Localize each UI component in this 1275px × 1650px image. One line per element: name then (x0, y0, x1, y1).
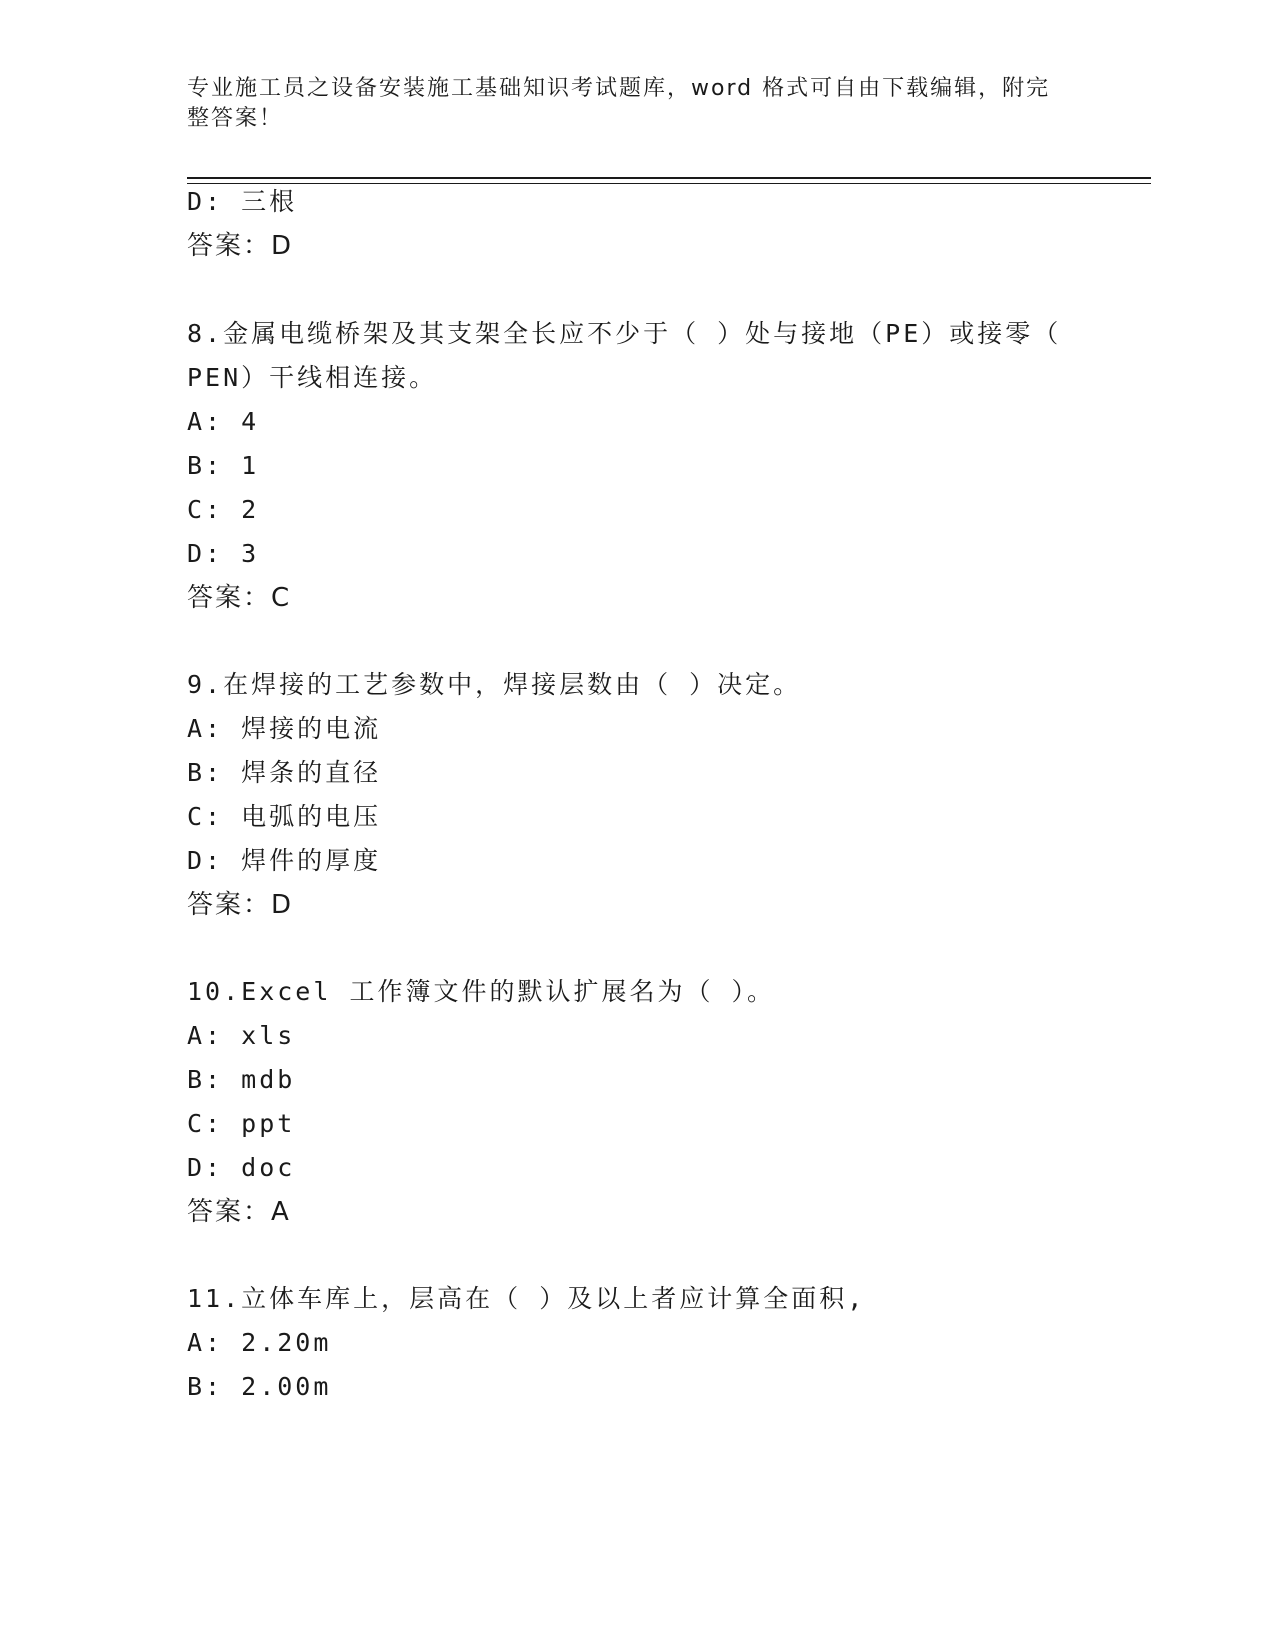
question-9-option-d: D: 焊件的厚度 (187, 846, 382, 875)
question-10-option-b: B: mdb (187, 1065, 296, 1094)
question-8-answer: 答案：C (187, 583, 292, 613)
question-10-option-a: A: xls (187, 1021, 296, 1050)
question-10-answer: 答案：A (187, 1197, 291, 1227)
question-9-option-b: B: 焊条的直径 (187, 758, 382, 787)
question-10-stem: 10.Excel 工作簿文件的默认扩展名为（ ）。 (187, 977, 776, 1006)
question-11-stem: 11.立体车库上，层高在（ ）及以上者应计算全面积, (187, 1284, 866, 1313)
question-9-answer: 答案：D (187, 890, 294, 920)
header-divider-thin (187, 183, 1151, 184)
question-9-stem: 9.在焊接的工艺参数中，焊接层数由（ ）决定。 (187, 670, 802, 699)
question-8-option-c: C: 2 (187, 495, 260, 524)
question-8-stem: 8.金属电缆桥架及其支架全长应不少于（ ）处与接地（PE）或接零（ (187, 319, 1062, 348)
question-11-option-b: B: 2.00m (187, 1372, 332, 1401)
question-11-option-a: A: 2.20m (187, 1328, 332, 1357)
question-9-option-a: A: 焊接的电流 (187, 714, 382, 743)
document-header: 专业施工员之设备安装施工基础知识考试题库，word 格式可自由下载编辑，附完整答案！ (187, 76, 1051, 131)
question-10-option-d: D: doc (187, 1153, 296, 1182)
question-8-option-d: D: 3 (187, 539, 260, 568)
question-8-stem-cont: PEN）干线相连接。 (187, 363, 438, 392)
header-divider (187, 177, 1151, 179)
question-8-option-a: A: 4 (187, 407, 260, 436)
question-8-option-b: B: 1 (187, 451, 260, 480)
question-9-option-c: C: 电弧的电压 (187, 802, 382, 831)
answer: 答案：D (187, 231, 294, 261)
option-d: D: 三根 (187, 187, 298, 216)
question-10-option-c: C: ppt (187, 1109, 296, 1138)
